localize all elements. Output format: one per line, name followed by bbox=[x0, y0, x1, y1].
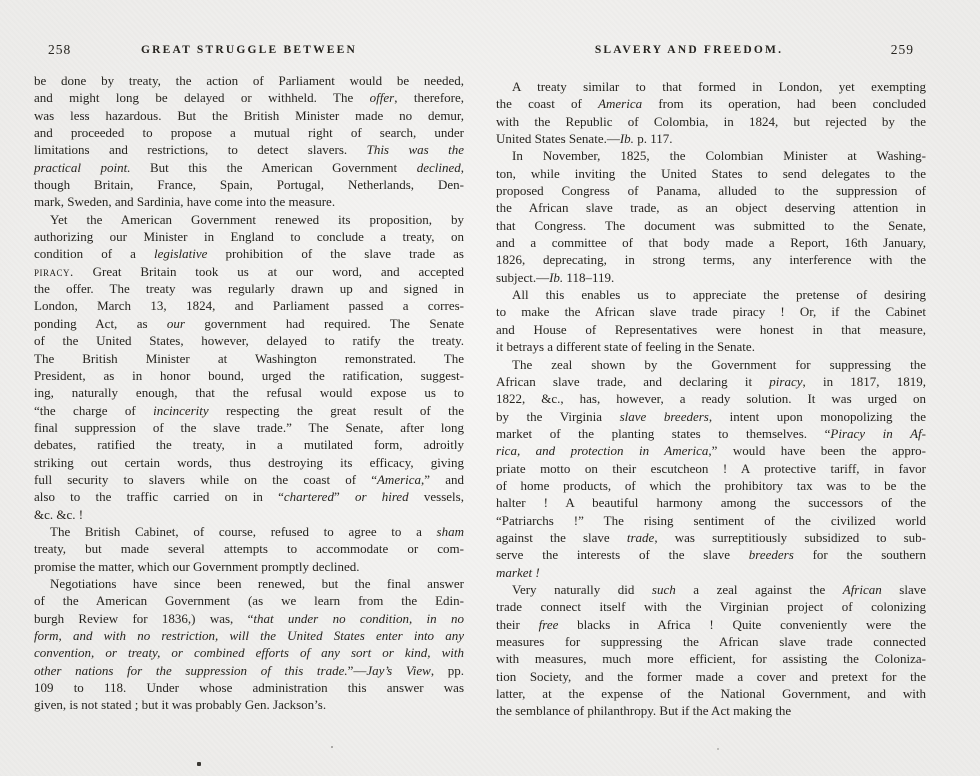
text-line: that Congress. The document was submitted to the Senate, bbox=[496, 217, 926, 233]
text-line: was less hazardous. But the British Minister made no demur, bbox=[34, 107, 464, 123]
text-line: “the charge of incincerity respecting the great result of the bbox=[34, 402, 464, 418]
text-line: trade connect itself with the Virginian project of colonizing bbox=[496, 599, 926, 615]
text-line: The British Cabinet, of course, refused to agree to a sham bbox=[50, 523, 464, 539]
text-line: United States Senate.—Ib. p. 117. bbox=[496, 131, 673, 147]
text-line: the African slave trade, as an object deserving attention in bbox=[496, 200, 926, 216]
text-line: treaty, but made several attempts to accommodate or com- bbox=[34, 541, 464, 557]
text-line: &c. &c. ! bbox=[34, 506, 84, 522]
text-line: of home products, of which the prohibitory tax was to be the bbox=[496, 477, 926, 493]
text-line: also to the traffic carried on in “chartered” or hired vessels, bbox=[34, 489, 464, 505]
scan-artifact-speck bbox=[717, 748, 719, 750]
left-page-number: 258 bbox=[48, 42, 72, 57]
text-line: “Patriarchs !” The rising sentiment of the civilized world bbox=[496, 512, 926, 528]
text-line: piracy. Great Britain took us at our word, and accepted bbox=[34, 263, 464, 279]
text-line: final suppression of the slave trade.” The Senate, after long bbox=[34, 419, 464, 435]
right-page-body bbox=[496, 78, 926, 720]
text-line: other nations for the suppression of this trade.”—Jay’s View, pp. bbox=[34, 662, 465, 678]
text-line: ponding Act, as our government had required. The Senate bbox=[34, 315, 464, 331]
text-line: market ! bbox=[496, 564, 540, 580]
text-line: Negotiations have since been renewed, but the final answer bbox=[50, 575, 464, 591]
text-line: with the Republic of Colombia, in 1824, but rejected by the bbox=[496, 113, 926, 129]
text-line: be done by treaty, the action of Parliament would be needed, bbox=[34, 73, 464, 88]
right-running-head bbox=[496, 44, 926, 62]
text-line: and might long be delayed or withheld. The offer, therefore, bbox=[34, 90, 464, 106]
text-line: market of the planting states to themselves. “Piracy in Af- bbox=[496, 425, 926, 441]
right-running-head-title: SLAVERY AND FREEDOM. bbox=[594, 44, 784, 56]
text-line: and House of Representatives were honest in that measure, bbox=[496, 321, 926, 337]
left-page-body bbox=[34, 72, 464, 714]
text-line: and a committee of that body made a Report, 16th January, bbox=[496, 235, 926, 251]
text-line: mark, Sweden, and Sardinia, have come into the measure. bbox=[34, 194, 336, 210]
text-line: though Britain, France, Spain, Portugal, Netherlands, Den- bbox=[34, 177, 464, 193]
right-page-number: 259 bbox=[890, 42, 914, 57]
left-running-head bbox=[34, 44, 464, 62]
text-line: The zeal shown by the Government for suppressing the bbox=[512, 356, 926, 372]
text-line: In November, 1825, the Colombian Minister at Washing- bbox=[512, 148, 926, 164]
right-page bbox=[496, 44, 926, 720]
text-line: proposed Congress of Panama, alluded to the suppression of bbox=[496, 183, 926, 199]
left-running-head-title: GREAT STRUGGLE BETWEEN bbox=[140, 44, 358, 56]
text-line: to make the African slave trade piracy ! Or, if the Cabinet bbox=[496, 304, 926, 320]
text-line: by the Virginia slave breeders, intent upon monopolizing the bbox=[496, 408, 926, 424]
text-line: measures for suppressing the African slave trade connected bbox=[496, 634, 926, 649]
text-line: with measures, much more efficient, for assisting the Coloniza- bbox=[496, 651, 926, 667]
text-line: London, March 13, 1824, and Parliament passed a corres- bbox=[34, 298, 464, 314]
text-line: President, as in honor bound, urged the ratification, suggest- bbox=[34, 367, 464, 383]
text-line: against the slave trade, was surreptitiously subsidized to sub- bbox=[496, 529, 926, 545]
text-line: given, is not stated ; but it was probably Gen. Jackson’s. bbox=[34, 697, 327, 713]
scan-artifact-speck bbox=[197, 762, 201, 766]
text-line: ton, while inviting the United States to send delegates to the bbox=[496, 165, 926, 181]
text-line: the coast of America from its operation, had been concluded bbox=[496, 96, 926, 112]
text-line: full security to slavers while on the coast of “America,” and bbox=[34, 471, 464, 487]
scan-artifact-speck bbox=[331, 746, 333, 748]
text-line: rica, and protection in America,” would have been the appro- bbox=[496, 443, 927, 459]
text-line: burgh Review for 1836,) was, “that under no condition, in no bbox=[34, 610, 464, 626]
text-line: of the American Government (as we learn from the Edin- bbox=[34, 593, 464, 609]
text-line: subject.—Ib. 118–119. bbox=[496, 269, 615, 285]
text-line: practical point. But this the American Government declined, bbox=[34, 159, 464, 175]
text-line: of the United States, however, delayed to ratify the treaty. bbox=[34, 333, 464, 349]
text-line: convention, or treaty, or combined efforts of any sort or kind, with bbox=[34, 645, 464, 661]
text-line: 109 to 118. Under whose administration this answer was bbox=[34, 680, 464, 696]
text-line: 1826, deprecating, in strong terms, any interference with the bbox=[496, 252, 926, 268]
text-line: A treaty similar to that formed in London, yet exempting bbox=[512, 79, 926, 94]
text-line: the offer. The treaty was regularly drawn up and signed in bbox=[34, 281, 464, 297]
text-line: The British Minister at Washington remonstrated. The bbox=[34, 350, 464, 366]
text-line: Very naturally did such a zeal against the African slave bbox=[512, 581, 926, 597]
text-line: authorizing our Minister in England to conclude a treaty, on bbox=[34, 229, 464, 245]
text-line: the semblance of philanthropy. But if the Act making the bbox=[496, 703, 792, 719]
text-line: All this enables us to appreciate the pretense of desiring bbox=[512, 287, 926, 303]
text-line: form, and with no restriction, will the United States enter into any bbox=[34, 628, 464, 643]
text-line: promise the matter, which our Government promptly declined. bbox=[34, 558, 360, 574]
text-line: and proceeded to propose a mutual right of search, under bbox=[34, 125, 464, 141]
text-line: serve the interests of the slave breeders for the southern bbox=[496, 547, 926, 563]
text-line: priate motto on their escutcheon ! A protective tariff, in favor bbox=[496, 460, 926, 476]
left-page bbox=[34, 44, 464, 714]
text-line: debates, ratified the treaty, in a mutilated form, adroitly bbox=[34, 437, 464, 453]
text-line: tion Society, and the former made a cover and pretext for the bbox=[496, 668, 926, 684]
text-line: 1822, &c., has, however, a ready solution. It was urged on bbox=[496, 391, 926, 407]
text-line: ing, naturally enough, that the refusal would expose us to bbox=[34, 385, 464, 401]
text-line: halter ! A beautiful harmony among the successors of the bbox=[496, 495, 926, 511]
text-line: their free blacks in Africa ! Quite conveniently were the bbox=[496, 616, 926, 632]
text-line: limitations and restrictions, to detect slavers. This was the bbox=[34, 142, 465, 158]
text-line: striking out certain words, thus destroying its efficacy, giving bbox=[34, 454, 464, 470]
text-line: Yet the American Government renewed its proposition, by bbox=[50, 211, 464, 227]
text-line: condition of a legislative prohibition of the slave trade as bbox=[34, 246, 464, 262]
text-line: African slave trade, and declaring it piracy, in 1817, 1819, bbox=[496, 373, 926, 389]
text-line: latter, at the expense of the National Government, and with bbox=[496, 686, 926, 702]
text-line: it betrays a different state of feeling in the Senate. bbox=[496, 339, 755, 355]
